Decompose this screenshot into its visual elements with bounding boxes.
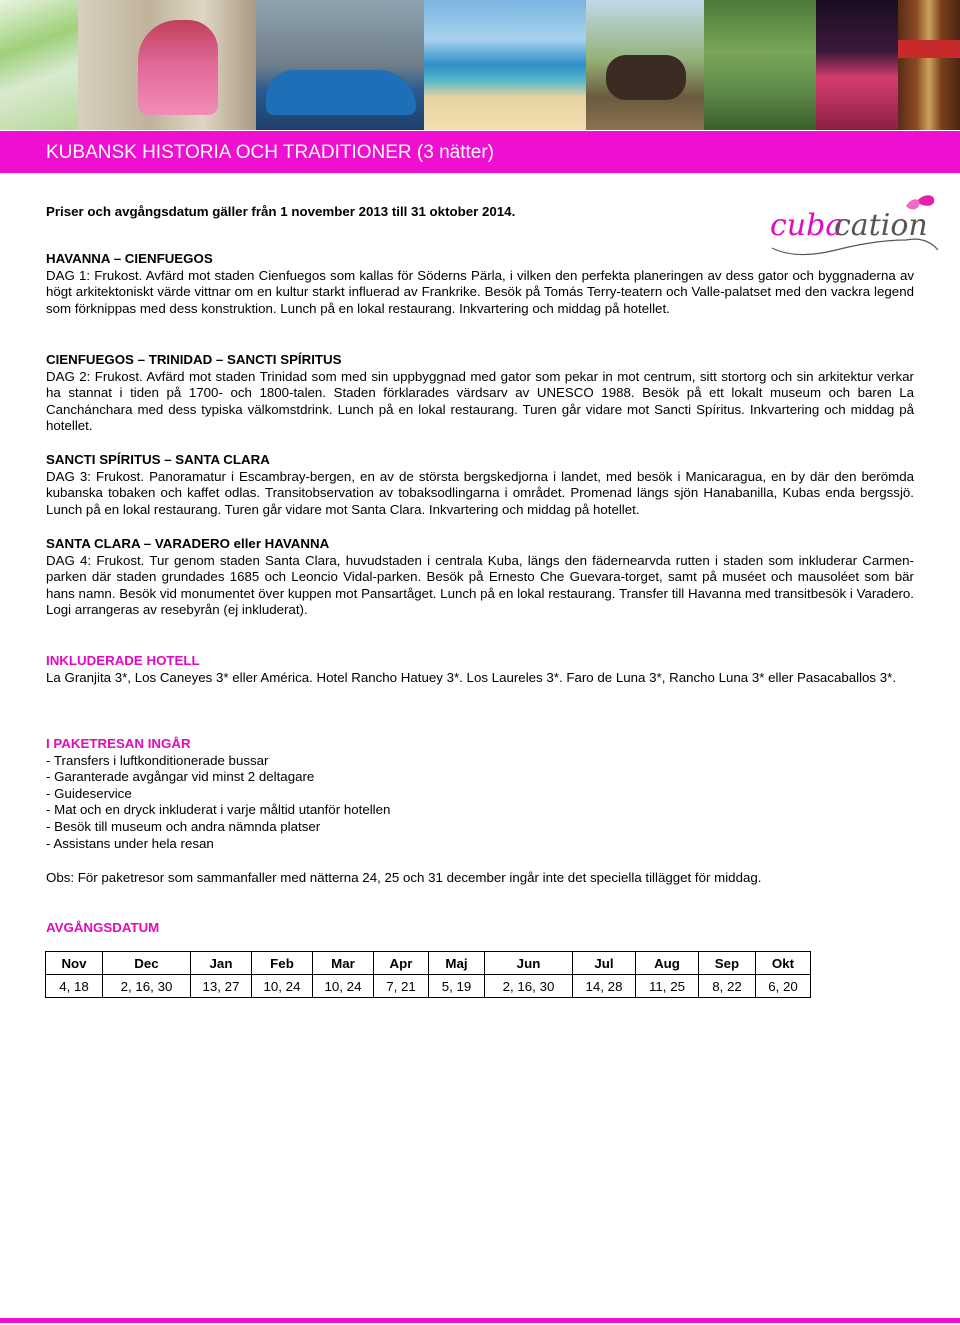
page-title: KUBANSK HISTORIA OCH TRADITIONER (3 nätter): [46, 142, 495, 163]
table-header-cell: Jul: [573, 952, 636, 975]
table-cell: 6, 20: [756, 975, 811, 998]
table-header-cell: Dec: [103, 952, 191, 975]
bottom-divider: [0, 1318, 960, 1323]
table-cell: 7, 21: [374, 975, 429, 998]
intro-text-block: [46, 204, 914, 221]
included-item: - Mat och en dryck inkluderat i varje måltid utanför hotellen: [46, 802, 391, 818]
photo-cigars: [898, 0, 960, 130]
included-item: - Assistans under hela resan: [46, 835, 214, 851]
photo-ox-cart: [586, 0, 704, 130]
table-cell: 4, 18: [46, 975, 103, 998]
included-section: [46, 736, 914, 852]
validity-text: Priser och avgångsdatum gäller från 1 november 2013 till 31 oktober 2014.: [46, 204, 516, 219]
table-cell: 5, 19: [429, 975, 485, 998]
included-item: - Transfers i luftkonditionerade bussar: [46, 752, 269, 768]
day-2-text: DAG 2: Frukost. Avfärd mot staden Trinidad som med sin uppbyggnad med gator som pekar in mot centrum, sitt stortorg och sin arkitektur verkar ha stannat i tiden på 1700- och 1800-talen. Staden förklarades värdsarv av UNESCO 1988. Besök på ett lokalt museum och baren La Canchánchara med dess typiska välkomstdrink. Lunch på en lokal restaurang. Turen går vidare mot Sancti Spíritus. Inkvartering och middag på hotellet.: [46, 368, 914, 434]
table-row: [46, 975, 811, 998]
photo-beach: [424, 0, 586, 130]
table-header-cell: Mar: [313, 952, 374, 975]
dinner-note: Obs: För paketresor som sammanfaller med nätterna 24, 25 och 31 december ingår inte det speciella tillägget för middag.: [46, 870, 762, 885]
included-heading: I PAKETRESAN INGÅR: [46, 736, 191, 751]
day-4-section: [46, 536, 914, 619]
table-header-cell: Jan: [191, 952, 252, 975]
table-cell: 13, 27: [191, 975, 252, 998]
photo-vintage-car: [256, 0, 424, 130]
table-header-row: [46, 952, 811, 975]
day-2-heading: CIENFUEGOS – TRINIDAD – SANCTI SPÍRITUS: [46, 352, 342, 367]
departure-dates-table: [45, 951, 811, 998]
day-2-section: [46, 352, 914, 435]
day-4-heading: SANTA CLARA – VARADERO eller HAVANNA: [46, 536, 330, 551]
table-header-cell: Nov: [46, 952, 103, 975]
svg-text:cuba: cuba: [770, 208, 844, 243]
table-header-cell: Apr: [374, 952, 429, 975]
day-3-heading: SANCTI SPÍRITUS – SANTA CLARA: [46, 452, 270, 467]
included-item: - Garanterade avgångar vid minst 2 deltagare: [46, 769, 315, 785]
photo-cabaret-dancer: [816, 0, 898, 130]
day-1-heading: HAVANNA – CIENFUEGOS: [46, 251, 213, 266]
hotels-heading: INKLUDERADE HOTELL: [46, 653, 200, 668]
day-4-text: DAG 4: Frukost. Tur genom staden Santa Clara, huvudstaden i centrala Kuba, längs den fädernearvda rutten i staden som inkluderar Carmen-parken där staden grundades 1685 och Leoncio Vidal-parken. Besök på Ernesto Che Guevara-torget, samt på muséet och mausoléet som bär hans namn. Besök vid monumentet över kuppen mot Pansartåget. Lunch på en lokal restaurang. Transfer till Havanna med transitbesök i Varadero. Logi arrangeras av resebyrån (ej inkluderat).: [46, 552, 914, 618]
included-item: - Besök till museum och andra nämnda platser: [46, 818, 321, 834]
table-cell: 2, 16, 30: [103, 975, 191, 998]
note-section: [46, 870, 914, 887]
included-item: - Guideservice: [46, 785, 132, 801]
table-cell: 11, 25: [636, 975, 699, 998]
photo-mojito-cocktails: [0, 0, 78, 130]
table-header-cell: Okt: [756, 952, 811, 975]
table-header-cell: Jun: [485, 952, 573, 975]
photo-woman-with-cigar: [78, 0, 256, 130]
svg-text:cation: cation: [834, 208, 928, 243]
table-header-cell: Sep: [699, 952, 756, 975]
table-header-cell: Aug: [636, 952, 699, 975]
photo-valley-landscape: [704, 0, 816, 130]
title-bar: [0, 131, 960, 173]
departures-heading: AVGÅNGSDATUM: [46, 920, 160, 935]
table-cell: 2, 16, 30: [485, 975, 573, 998]
table-header-cell: Maj: [429, 952, 485, 975]
table-cell: 10, 24: [252, 975, 313, 998]
hotels-text: La Granjita 3*, Los Caneyes 3* eller América. Hotel Rancho Hatuey 3*. Los Laureles 3*. Faro de Luna 3*, Rancho Luna 3* eller Pasacaballos 3*.: [46, 669, 897, 685]
departures-section: [46, 920, 914, 937]
table-cell: 14, 28: [573, 975, 636, 998]
header-photo-strip: [0, 0, 960, 130]
day-1-text: DAG 1: Frukost. Avfärd mot staden Cienfuegos som kallas för Söderns Pärla, i vilken den perfekta planeringen av dess gator och byggnaderna av högt arkitektoniskt värde vittnar om en kultur starkt influerad av Frankrike. Besök på Tomás Terry-teatern och Valle-palatset med den vackra legend som förknippas med dess konstruktion. Lunch på en lokal restaurang. Inkvartering och middag på hotellet.: [46, 267, 914, 316]
table-cell: 10, 24: [313, 975, 374, 998]
table-cell: 8, 22: [699, 975, 756, 998]
day-3-section: [46, 452, 914, 518]
day-3-text: DAG 3: Frukost. Panoramatur i Escambray-bergen, en av de största bergskedjorna i landet, med besök i Manicaragua, en by där den berömda kubanska tobaken och kaffet odlas. Transitobservation av tobaksodlingarna i området. Promenad längs sjön Hanabanilla, Kubas enda bergssjö. Lunch på en lokal restaurang. Turen går vidare mot Santa Clara. Inkvartering och middag på hotellet.: [46, 468, 914, 517]
hotels-section: [46, 653, 914, 686]
day-1-section: [46, 251, 914, 317]
table-header-cell: Feb: [252, 952, 313, 975]
